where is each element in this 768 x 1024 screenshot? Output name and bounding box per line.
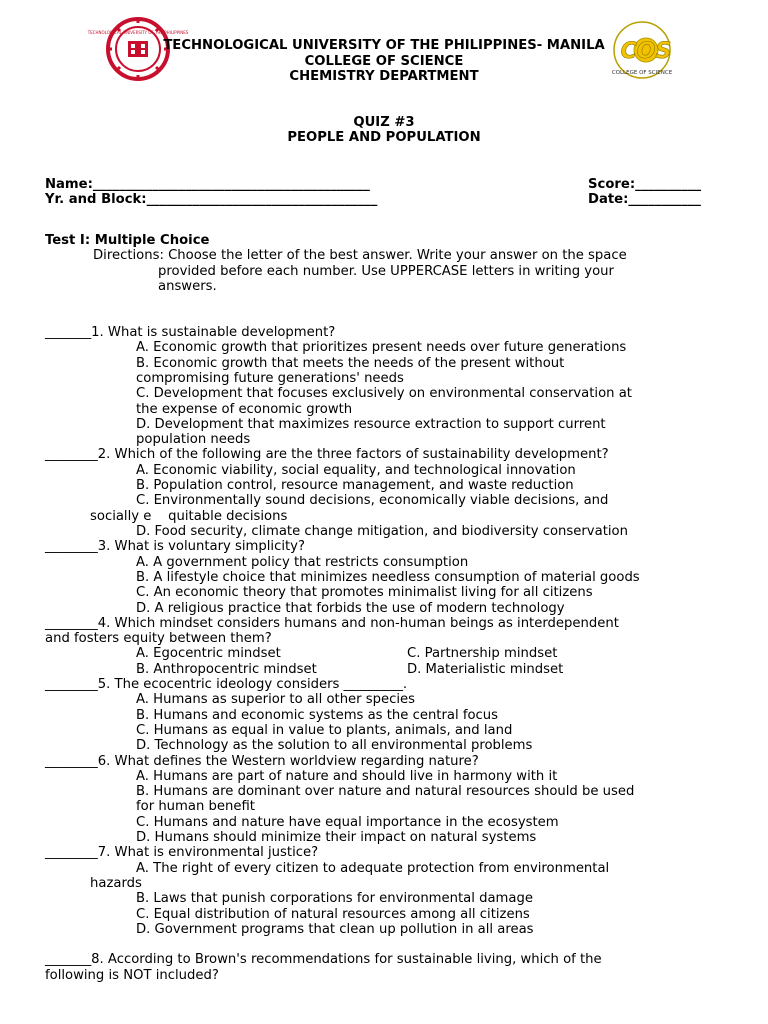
question-6-option: for human benefit bbox=[136, 799, 255, 814]
directions-line-2: provided before each number. Use UPPERCASE letters in writing your bbox=[158, 264, 614, 279]
question-7-option: D. Government programs that clean up pollution in all areas bbox=[136, 922, 534, 937]
question-4-stem-continued: and fosters equity between them? bbox=[45, 631, 272, 646]
question-2-option: C. Environmentally sound decisions, economically viable decisions, and bbox=[136, 493, 609, 508]
question-6-option: B. Humans are dominant over nature and natural resources should be used bbox=[136, 784, 635, 799]
date-field[interactable]: Date:___________ bbox=[588, 192, 701, 207]
university-name: TECHNOLOGICAL UNIVERSITY OF THE PHILIPPINES- MANILA bbox=[163, 38, 605, 53]
question-1-option: B. Economic growth that meets the needs of the present without bbox=[136, 356, 565, 371]
question-8-stem-continued: following is NOT included? bbox=[45, 968, 219, 983]
question-4-option: D. Materialistic mindset bbox=[407, 662, 564, 677]
question-7-option: C. Equal distribution of natural resources among all citizens bbox=[136, 907, 530, 922]
question-7-option: hazards bbox=[90, 876, 142, 891]
cos-logo-letters: COS bbox=[620, 39, 672, 64]
quiz-title: PEOPLE AND POPULATION bbox=[287, 130, 481, 145]
question-5-option: D. Technology as the solution to all environmental problems bbox=[136, 738, 533, 753]
question-3-option: D. A religious practice that forbids the use of modern technology bbox=[136, 601, 565, 616]
directions-line-1: Directions: Choose the letter of the best answer. Write your answer on the space bbox=[93, 248, 627, 263]
question-2-option: B. Population control, resource management, and waste reduction bbox=[136, 478, 574, 493]
question-5-option: B. Humans and economic systems as the central focus bbox=[136, 708, 499, 723]
question-7-stem: ________7. What is environmental justice? bbox=[45, 845, 319, 860]
question-5-option: C. Humans as equal in value to plants, animals, and land bbox=[136, 723, 513, 738]
question-3-option: C. An economic theory that promotes minimalist living for all citizens bbox=[136, 585, 593, 600]
name-field[interactable]: Name:__________________________________________ bbox=[45, 177, 370, 192]
block-field[interactable]: Yr. and Block:___________________________________ bbox=[45, 192, 378, 207]
question-1-option: D. Development that maximizes resource extraction to support current bbox=[136, 417, 606, 432]
question-1-option: population needs bbox=[136, 432, 251, 447]
directions-line-3: answers. bbox=[158, 279, 217, 294]
test-heading: Test I: Multiple Choice bbox=[45, 233, 210, 248]
cos-logo-caption: COLLEGE OF SCIENCE bbox=[611, 70, 673, 76]
question-8-stem: _______8. According to Brown's recommendations for sustainable living, which of the bbox=[45, 952, 602, 967]
question-4-stem: ________4. Which mindset considers humans and non-human beings as interdependent bbox=[45, 616, 619, 631]
score-field[interactable]: Score:__________ bbox=[588, 177, 702, 192]
question-3-stem: ________3. What is voluntary simplicity? bbox=[45, 539, 305, 554]
question-1-option: C. Development that focuses exclusively on environmental conservation at bbox=[136, 386, 632, 401]
quiz-number: QUIZ #3 bbox=[353, 115, 415, 130]
question-7-option: A. The right of every citizen to adequate protection from environmental bbox=[136, 861, 610, 876]
seal-text: TECHNOLOGICAL UNIVERSITY OF THE PHILIPPINES bbox=[87, 30, 189, 35]
question-5-stem: ________5. The ecocentric ideology considers _________. bbox=[45, 677, 408, 692]
question-6-option: A. Humans are part of nature and should live in harmony with it bbox=[136, 769, 558, 784]
question-1-option: A. Economic growth that prioritizes present needs over future generations bbox=[136, 340, 627, 355]
question-1-option: compromising future generations' needs bbox=[136, 371, 404, 386]
college-name: COLLEGE OF SCIENCE bbox=[304, 54, 464, 69]
question-6-option: D. Humans should minimize their impact on natural systems bbox=[136, 830, 537, 845]
question-6-stem: ________6. What defines the Western worldview regarding nature? bbox=[45, 754, 479, 769]
question-2-stem: ________2. Which of the following are the three factors of sustainability development? bbox=[45, 447, 609, 462]
question-6-option: C. Humans and nature have equal importance in the ecosystem bbox=[136, 815, 559, 830]
question-1-stem: _______1. What is sustainable development? bbox=[45, 325, 336, 340]
question-7-option: B. Laws that punish corporations for environmental damage bbox=[136, 891, 533, 906]
question-5-option: A. Humans as superior to all other species bbox=[136, 692, 416, 707]
question-2-option: D. Food security, climate change mitigation, and biodiversity conservation bbox=[136, 524, 628, 539]
department-name: CHEMISTRY DEPARTMENT bbox=[289, 69, 479, 84]
question-3-option: B. A lifestyle choice that minimizes needless consumption of material goods bbox=[136, 570, 640, 585]
question-3-option: A. A government policy that restricts consumption bbox=[136, 555, 469, 570]
question-4-option: C. Partnership mindset bbox=[407, 646, 558, 661]
question-4-option: A. Egocentric mindset bbox=[136, 646, 281, 661]
question-4-option: B. Anthropocentric mindset bbox=[136, 662, 317, 677]
question-2-option: A. Economic viability, social equality, and technological innovation bbox=[136, 463, 576, 478]
question-1-option: the expense of economic growth bbox=[136, 402, 353, 417]
question-2-option: socially e quitable decisions bbox=[90, 509, 288, 524]
